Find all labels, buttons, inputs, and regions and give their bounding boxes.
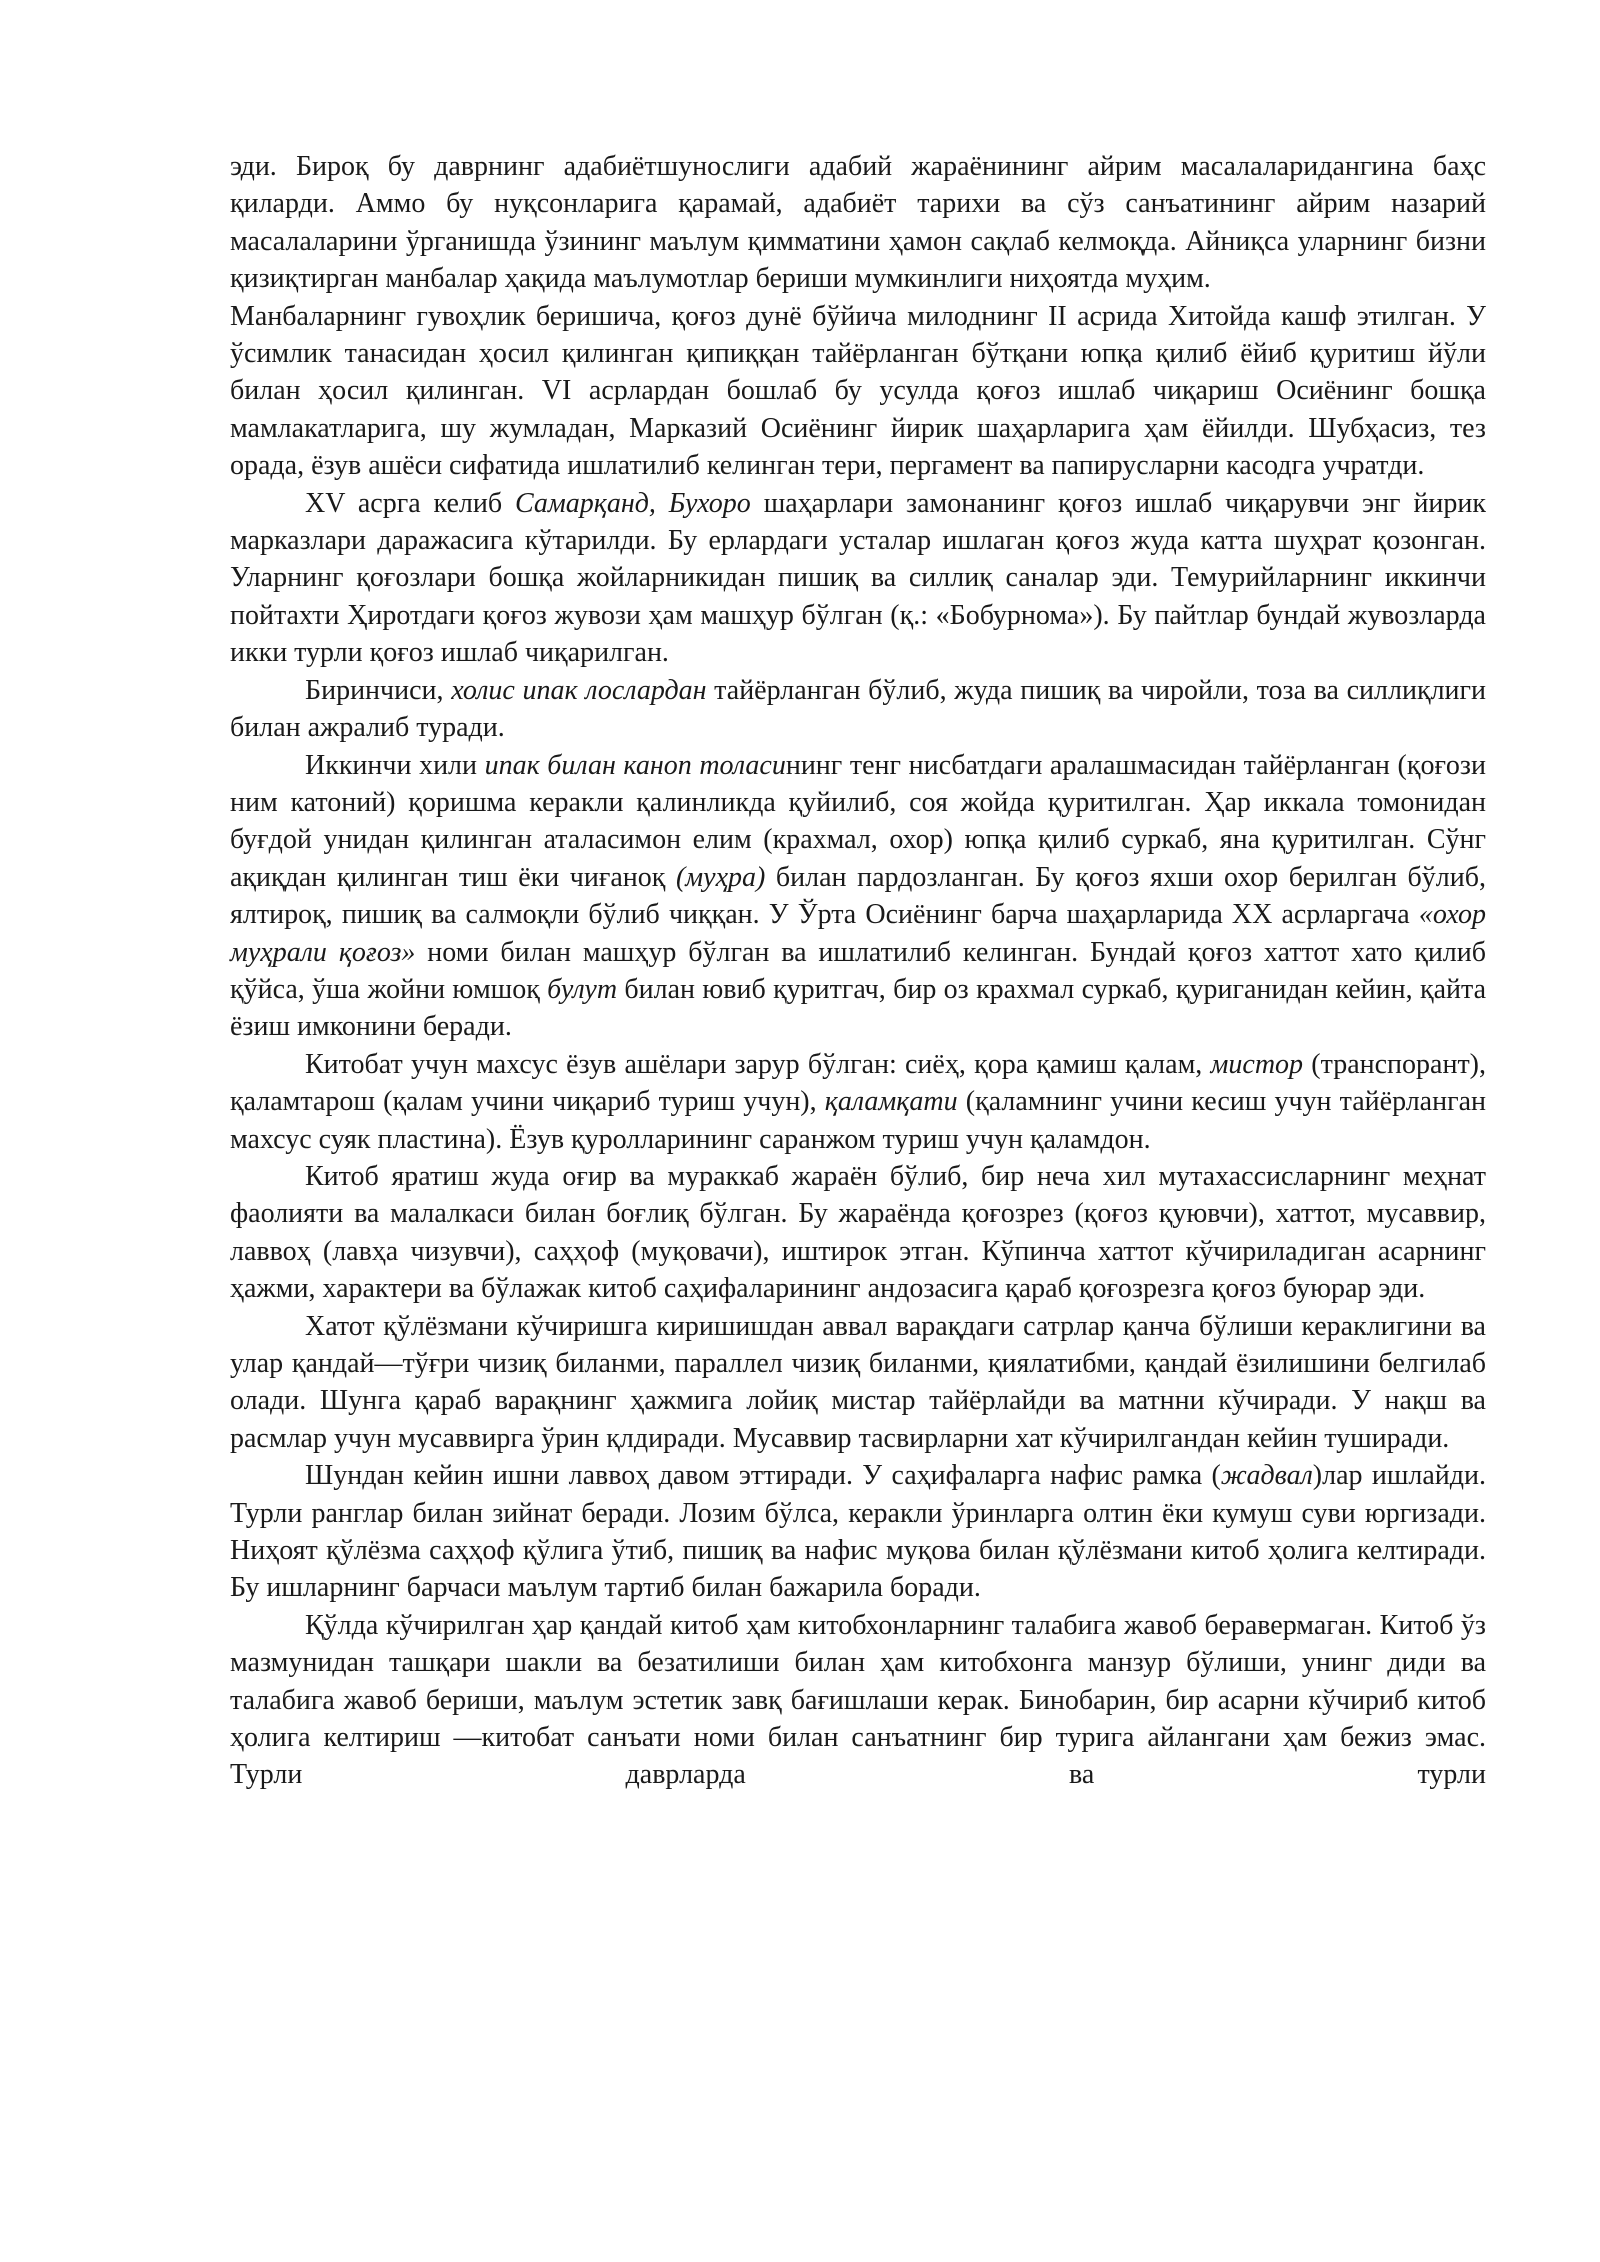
paragraph-5	[230, 747, 1486, 1046]
italic-text: булут	[547, 973, 618, 1005]
italic-text: «охор муҳрали қоғоз»	[230, 899, 1486, 968]
paragraph-text: эди. Бироқ бу даврнинг адабиётшунослиги адабий жараёнининг айрим масалаларидангина баҳс қиларди. Аммо бу нуқсонларига қарамай, адабиёт тарихи ва сўз санъатининг айрим назарий масалаларини ўрганишда ўзининг маълум қимматини ҳамон сақлаб келмоқда. Айниқса уларнинг бизни қизиқтирган манбалар ҳақида маълумотлар бериши мумкинлиги ниҳоятда муҳим.	[230, 151, 1486, 295]
paragraph-1	[230, 148, 1486, 298]
paragraph-text: номи билан машҳур бўлган ва ишлатилиб келинган. Бундай қоғоз хаттот хато қилиб қўйса, ўша жойни юмшоқ	[230, 936, 1487, 1005]
paragraph-text: (қаламнинг учини кесиш учун тайёрланган махсус суяк пластина). Ёзув қуролларининг саранжом туриш учун қаламдон.	[230, 1086, 1486, 1155]
italic-text: қаламқати	[824, 1086, 958, 1118]
italic-text: (муҳра)	[675, 861, 766, 893]
paragraph-7	[230, 1158, 1486, 1308]
paragraph-text: (транспорант), қаламтарош (қалам учини чиқариб туриш учун),	[230, 1048, 1486, 1118]
paragraph-6	[230, 1046, 1486, 1158]
italic-text: ипак билан каноп толаси	[484, 749, 786, 781]
paragraph-9	[230, 1457, 1486, 1607]
paragraph-text: шаҳарлари замонанинг қоғоз ишлаб чиқарувчи энг йирик марказлари даражасига кўтарилди. Бу ерлардаги усталар ишлаган қоғоз жуда катта шуҳрат қозонган. Уларнинг қоғозлари бошқа жойларникидан пишиқ ва силлиқ саналар эди. Темурийларнинг иккинчи пойтахти Ҳиротдаги қоғоз жувози ҳам машҳур бўлган (қ.: «Бобурнома»). Бу пайтлар бундай жувозларда икки турли қоғоз ишлаб чиқарилган.	[230, 487, 1487, 669]
paragraph-text: билан пардозланган. Бу қоғоз яхши охор берилган бўлиб, ялтироқ, пишиқ ва салмоқли бўлиб чиққан. У Ўрта Осиёнинг барча шаҳарларида XX асрларгача	[230, 861, 1486, 931]
paragraph-text: Биринчиси,	[305, 674, 452, 706]
paragraph-text: Қўлда кўчирилган ҳар қандай китоб ҳам китобхонларнинг талабига жавоб беравермаган. Китоб ўз мазмунидан ташқари шакли ва безатилиши билан ҳам китобхонга манзур бўлиши, унинг диди ва талабига жавоб бериши, маълум эстетик завқ бағишлаши керак. Бинобарин, бир асарни кўчириб китоб ҳолига келтириш —китобат санъати номи билан санъатнинг бир турига айлангани ҳам бежиз эмас. Турли даврларда ва турли	[230, 1609, 1486, 1791]
paragraph-text: Китобат учун махсус ёзув ашёлари зарур бўлган: сиёҳ, қора қамиш қалам,	[305, 1048, 1211, 1080]
paragraph-text: )лар ишлайди. Турли ранглар билан зийнат беради. Лозим бўлса, керакли ўринларга олтин ёки кумуш суви юргизади. Ниҳоят қўлёзма саҳҳоф қўлига ўтиб, пишиқ ва нафис муқова билан қўлёзмани китоб ҳолига келтиради. Бу ишларнинг барчаси маълум тартиб билан бажарила боради.	[230, 1460, 1486, 1604]
paragraph-text: Китоб яратиш жуда оғир ва мураккаб жараён бўлиб, бир неча хил мутахассисларнинг меҳнат фаолияти ва малалкаси билан боғлиқ бўлган. Бу жараёнда қоғозрез (қоғоз қуювчи), хаттот, мусаввир, лаввоҳ (лавҳа чизувчи), саҳҳоф (муқовачи), иштирок этган. Кўпинча хаттот кўчириладиган асарнинг ҳажми, характери ва бўлажак китоб саҳифаларининг андозасига қараб қоғозрезга қоғоз буюрар эди.	[230, 1160, 1486, 1305]
paragraph-text: тайёрланган бўлиб, жуда пишиқ ва чиройли, тоза ва силлиқлиги билан ажралиб туради.	[230, 674, 1486, 744]
paragraph-text: Иккинчи хили	[305, 749, 485, 781]
document-body	[230, 148, 1486, 1794]
paragraph-text: Манбаларнинг гувоҳлик беришича, қоғоз дунё бўйича милоднинг II асрида Хитойда кашф этилган. У ўсимлик танасидан ҳосил қилинган қипиққан тайёрланган бўтқани юпқа қилиб ёйиб қуритиш йўли билан ҳосил қилинган. VI асрлардан бошлаб бу усулда қоғоз ишлаб чиқариш Осиёнинг бошқа мамлакатларига, шу жумладан, Марказий Осиёнинг йирик шаҳарларига ҳам ёйилди. Шубҳасиз, тез орада, ёзув ашёси сифатида ишлатилиб келинган тери, пергамент ва папирусларни касодга учратди.	[230, 300, 1486, 482]
italic-text: мистор	[1210, 1048, 1304, 1080]
italic-text: жадвал	[1220, 1460, 1313, 1492]
paragraph-8	[230, 1308, 1486, 1458]
paragraph-text: Хатот қўлёзмани кўчиришга киришишдан аввал варақдаги сатрлар қанча бўлиши кераклигини ва улар қандай—тўғри чизиқ биланми, параллел чизиқ биланми, қиялатибми, қандай ёзилишини белгилаб олади. Шунга қараб варақнинг ҳажмига лойиқ мистар тайёрлайди ва матнни кўчиради. У нақш ва расмлар учун мусаввирга ўрин қлдиради. Мусаввир тасвирларни хат кўчирилгандан кейин туширади.	[230, 1310, 1486, 1454]
paragraph-4	[230, 672, 1486, 747]
paragraph-text: нинг тенг нисбатдаги аралашмасидан тайёрланган (қоғози ним катоний) қоришма керакли қалинликда қуйилиб, соя жойда қуритилган. Ҳар иккала томонидан буғдой унидан қилинган аталасимон елим (крахмал, охор) юпқа қилиб суркаб, яна қуритилган. Сўнг ақиқдан қилинган тиш ёки чиғаноқ	[230, 749, 1486, 893]
italic-text: холис ипак лослардан	[451, 674, 707, 706]
paragraph-text: XV асрга келиб	[305, 487, 515, 519]
italic-text: Самарқанд, Бухоро	[515, 487, 751, 519]
paragraph-3	[230, 485, 1486, 672]
paragraph-text: билан ювиб қуритгач, бир оз крахмал суркаб, қуриганидан кейин, қайта ёзиш имконини беради.	[230, 973, 1486, 1043]
paragraph-text: Шундан кейин ишни лаввоҳ давом эттиради. У саҳифаларга нафис рамка (	[305, 1460, 1221, 1492]
paragraph-10	[230, 1607, 1486, 1794]
paragraph-2	[230, 298, 1486, 485]
